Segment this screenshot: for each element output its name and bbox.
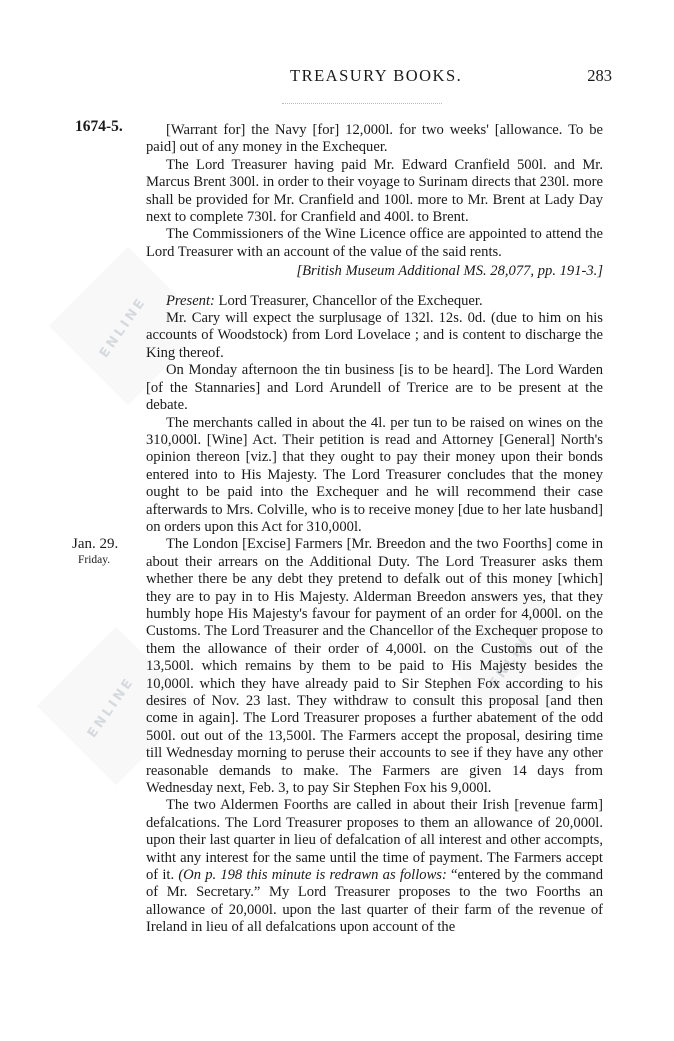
paragraph: Mr. Cary will expect the surplusage of 132l. 12s. 0d. (due to him on his accounts of Woodstock) from Lord Lovelace ; and is content to discharge the King thereof. bbox=[146, 310, 603, 361]
paragraph-italic: (On p. 198 this minute is redrawn as follows: bbox=[178, 867, 447, 884]
margin-date: Jan. 29. bbox=[72, 536, 119, 552]
paragraph: On Monday afternoon the tin business [is to be heard]. The Lord Warden [of the Stannaries] and Lord Arundell of Trerice are to be present at the debate. bbox=[146, 362, 603, 414]
paragraph bbox=[146, 797, 603, 936]
present-line bbox=[146, 293, 603, 310]
present-label: Present: bbox=[166, 292, 215, 309]
present-text: Lord Treasurer, Chancellor of the Exchequer. bbox=[214, 292, 483, 309]
header-rule bbox=[282, 103, 442, 104]
watermark-text: ENLINE bbox=[84, 674, 138, 741]
paragraph: The merchants called in about the 4l. per tun to be raised on wines on the 310,000l. [Wine] Act. Their petition is read and Attorney [General] North's opinion thereon [viz.] that they ought to pay their money upon their bonds entered into to His Majesty. The Lord Treasurer concludes that the money ought to be paid into the Exchequer and he will recommend their case afterwards to Mrs. Colville, who is to receive money [due to her late husband] on orders upon this Act for 310,000l. bbox=[146, 414, 603, 535]
paragraph-text: The two Aldermen Foorths are called in about their Irish [revenue farm] defalcations. The Lord Treasurer proposes to them an allowance of 20,000l. upon their last quarter in lieu of defalcation of all interest and other accompts, witht any interest for the same until the time of payment. The Farmers accept of it. bbox=[146, 797, 603, 884]
main-text bbox=[146, 122, 603, 937]
margin-day: Friday. bbox=[78, 554, 111, 566]
paragraph-text: “entered by the command of Mr. Secretary.” My Lord Treasurer proposes to the two Foorths an allowance of 20,000l. upon the last quarter of their farm of the revenue of Ireland in lieu of all defalcations upon account of the bbox=[146, 867, 604, 936]
page-number: 283 bbox=[587, 66, 612, 85]
source-note: [British Museum Additional MS. 28,077, pp. 191-3.] bbox=[296, 263, 603, 280]
paragraph: [Warrant for] the Navy [for] 12,000l. for two weeks' [allowance. To be paid] out of any money in the Exchequer. bbox=[146, 122, 603, 156]
page-header bbox=[0, 66, 674, 92]
watermark-text: ENLINE bbox=[486, 624, 540, 691]
paragraph: The Lord Treasurer having paid Mr. Edward Cranfield 500l. and Mr. Marcus Brent 300l. in order to their voyage to Surinam directs that 230l. more shall be provided for Mr. Cranfield and 100l. more to Mr. Brent at Lady Day next to complete 730l. for Cranfield and 400l. to Brent. bbox=[146, 156, 603, 226]
paragraph: The London [Excise] Farmers [Mr. Breedon and the two Foorths] come in about their arrears on the Additional Duty. The Lord Treasurer asks them whether there be any debt they pretend to defalk out of this money [which] they are to pay in to His Majesty. Alderman Breedon answers yes, that they humbly hope His Majesty's favour for payment of an order for 4,000l. on the Customs. The Lord Treasurer and the Chancellor of the Exchequer propose to them the allowance of their order of 4,000l. on the Customs out of the 13,500l. which remains by them to be paid to His Majesty besides the 10,000l. which they have already paid to Sir Stephen Fox according to his desires of Nov. 23 last. They withdraw to consult this proposal [and then come in again]. The Lord Treasurer proposes a further abatement of the odd 500l. out out of the 13,500l. The Farmers accept the proposal, desiring time till Wednesday morning to peruse their accounts to see if they have any other reasonable demands to make. The Farmers are given 14 days from Wednesday next, Feb. 3, to pay Sir Stephen Fox his 9,000l. bbox=[146, 536, 603, 797]
running-title: TREASURY BOOKS. bbox=[290, 66, 463, 85]
watermark-text: ENLINE bbox=[96, 294, 150, 361]
margin-year: 1674-5. bbox=[75, 118, 123, 135]
paragraph: The Commissioners of the Wine Licence office are appointed to attend the Lord Treasurer with an account of the value of the said rents. bbox=[146, 226, 603, 260]
